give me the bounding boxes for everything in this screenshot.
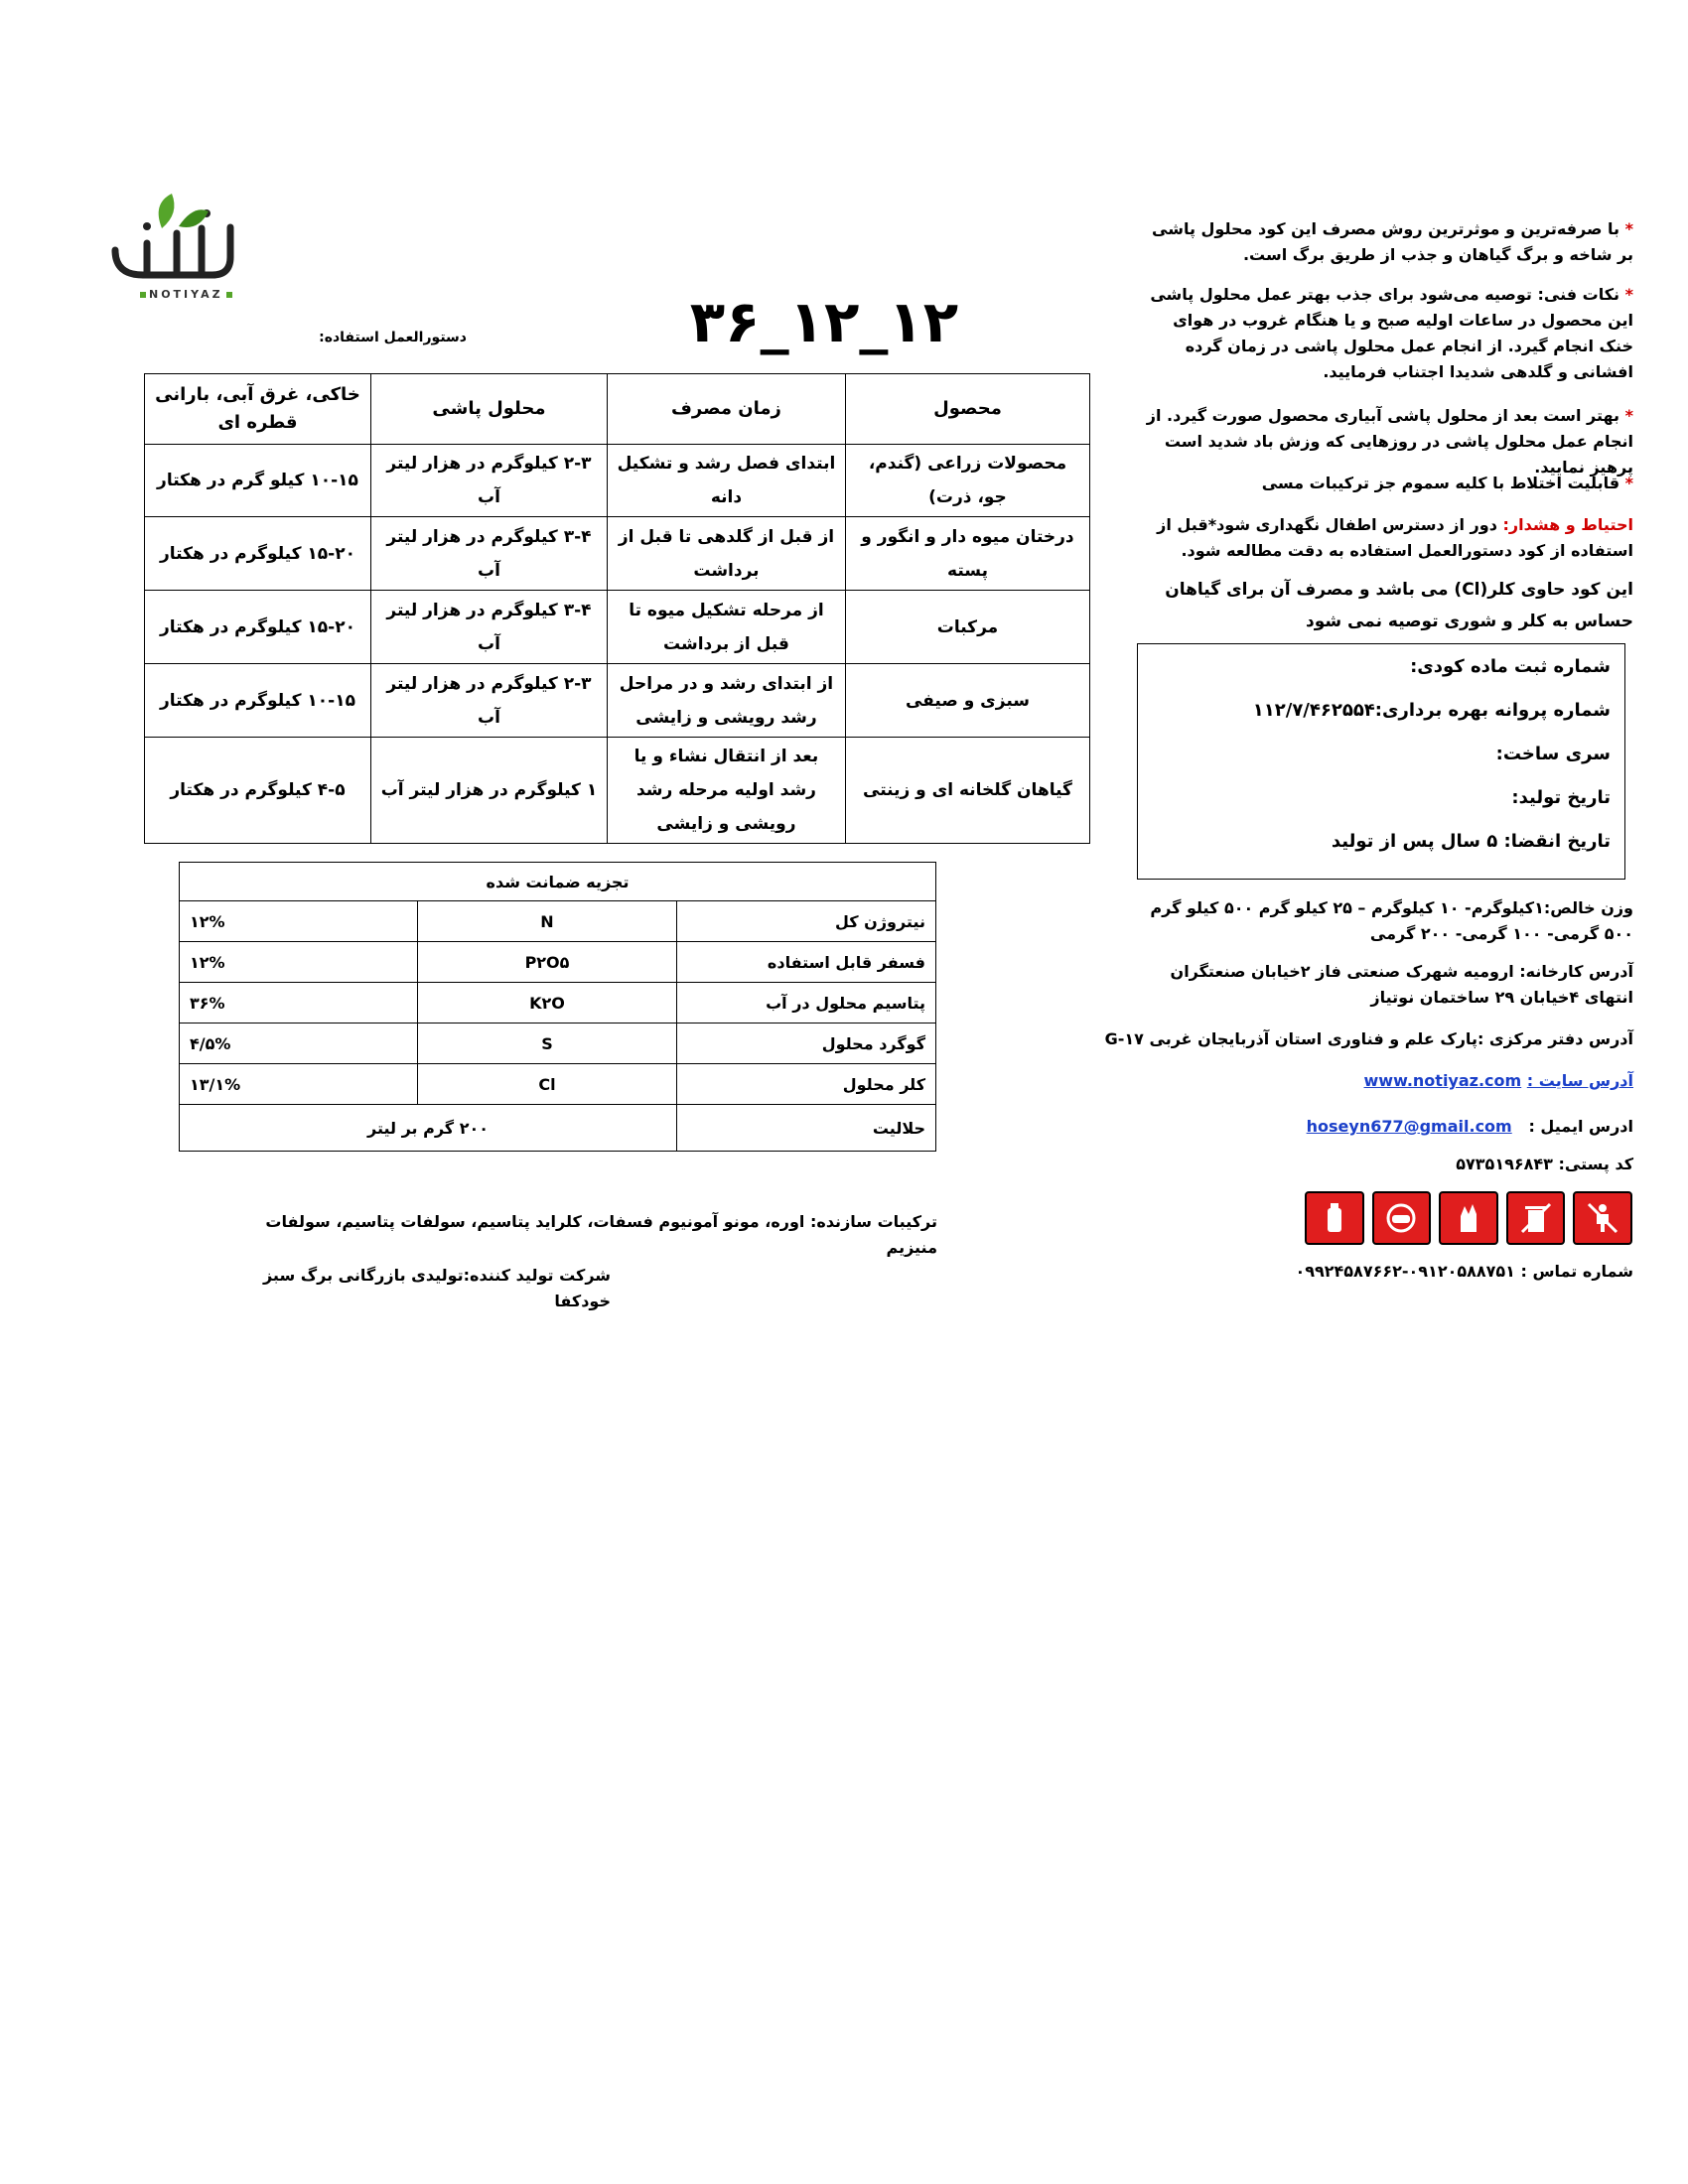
nutrient-value: ۱۳/۱% bbox=[180, 1064, 418, 1105]
cell-time: ابتدای فصل رشد و تشکیل دانه bbox=[607, 445, 845, 517]
batch-number: سری ساخت: bbox=[1495, 744, 1611, 764]
site-link[interactable]: www.notiyaz.com bbox=[1363, 1071, 1522, 1090]
email-link[interactable]: hoseyn677@gmail.com bbox=[1306, 1117, 1512, 1136]
nutrient-symbol: K۲O bbox=[418, 983, 677, 1024]
table-row bbox=[180, 1105, 936, 1152]
cell-time: از ابتدای رشد و در مراحل رشد رویشی و زایشی bbox=[607, 664, 845, 738]
note-1: * با صرفه‌ترین و موثرترین روش مصرف این کود محلول پاشی بر شاخه و برگ گیاهان و جذب از طریق برگ است. bbox=[1152, 219, 1633, 264]
logo bbox=[107, 189, 256, 308]
manufacturer: شرکت تولید کننده:تولیدی بازرگانی برگ سبز خودکفا bbox=[262, 1266, 611, 1310]
cell-time: از مرحله تشکیل میوه تا قبل از برداشت bbox=[607, 591, 845, 664]
cell-foliar: ۳-۴ کیلوگرم در هزار لیتر آب bbox=[370, 591, 607, 664]
material-reg: شماره ثبت ماده کودی: bbox=[1410, 656, 1611, 677]
cell-foliar: ۲-۳ کیلوگرم در هزار لیتر آب bbox=[370, 664, 607, 738]
usage-table-header bbox=[145, 374, 1090, 445]
nutrient-symbol: S bbox=[418, 1024, 677, 1064]
header-soil: خاکی، غرق آبی، بارانی قطره ای bbox=[145, 374, 371, 445]
header-foliar: محلول پاشی bbox=[370, 374, 607, 445]
keep-away-icon bbox=[1305, 1191, 1364, 1245]
product-title: ۱۲_۱۲_۳۶ bbox=[689, 288, 959, 355]
cell-foliar: ۱ کیلوگرم در هزار لیتر آب bbox=[370, 738, 607, 844]
nutrient-name: نیتروژن کل bbox=[677, 901, 936, 942]
cell-product: درختان میوه دار و انگور و پسته bbox=[845, 517, 1089, 591]
nutrient-value: ۴/۵% bbox=[180, 1024, 418, 1064]
registration-box bbox=[1137, 643, 1625, 880]
table-row bbox=[145, 517, 1090, 591]
cell-soil: ۱۰-۱۵ کیلو گرم در هکتار bbox=[145, 445, 371, 517]
cell-product: مرکبات bbox=[845, 591, 1089, 664]
gloves-icon bbox=[1439, 1191, 1498, 1245]
site-label: آدرس سایت : bbox=[1526, 1071, 1633, 1090]
factory-address: آدرس کارخانه: ارومیه شهرک صنعتی فاز ۲خیابان صنعتگران انتهای ۴خیابان ۲۹ ساختمان نوتیاز bbox=[1170, 962, 1633, 1007]
nutrient-name: پتاسیم محلول در آب bbox=[677, 983, 936, 1024]
table-row bbox=[145, 591, 1090, 664]
cell-product: گیاهان گلخانه ای و زینتی bbox=[845, 738, 1089, 844]
cell-time: از قبل از گلدهی تا قبل از برداشت bbox=[607, 517, 845, 591]
nutrient-name: فسفر قابل استفاده bbox=[677, 942, 936, 983]
cell-product: سبزی و صیفی bbox=[845, 664, 1089, 738]
note-technical: * نکات فنی: توصیه می‌شود برای جذب بهتر عمل محلول پاشی این محصول در ساعات اولیه صبح و یا هنگام غروب در هوای خنک انجام گیرد. از انجام عمل محلول پاشی در زمان گرده افشانی و گلدهی شدیدا اجتناب فرمایید. bbox=[1150, 285, 1633, 381]
chlorine-note: این کود حاوی کلر(Cl) می باشد و مصرف آن برای گیاهان حساس به کلر و شوری توصیه نمی شود bbox=[1165, 580, 1633, 631]
nutrient-value: ۱۲% bbox=[180, 901, 418, 942]
table-row bbox=[145, 738, 1090, 844]
logo-mark-icon bbox=[107, 189, 256, 288]
guaranteed-analysis-table bbox=[179, 862, 936, 1152]
cell-soil: ۴-۵ کیلوگرم در هکتار bbox=[145, 738, 371, 844]
cell-time: بعد از انتقال نشاء و یا رشد اولیه مرحله رشد رویشی و زایشی bbox=[607, 738, 845, 844]
cell-product: محصولات زراعی (گندم، جو، ذرت) bbox=[845, 445, 1089, 517]
header-product: محصول bbox=[845, 374, 1089, 445]
production-date: تاریخ تولید: bbox=[1511, 787, 1611, 808]
table-row bbox=[180, 942, 936, 983]
logo-brand-text: NOTIYAZ bbox=[149, 288, 223, 301]
nutrient-name: گوگرد محلول bbox=[677, 1024, 936, 1064]
table-row bbox=[180, 1064, 936, 1105]
mask-icon bbox=[1372, 1191, 1432, 1245]
nutrient-value: ۱۲% bbox=[180, 942, 418, 983]
cell-soil: ۱۰-۱۵ کیلوگرم در هکتار bbox=[145, 664, 371, 738]
no-children-icon bbox=[1573, 1191, 1632, 1245]
table-row bbox=[180, 1024, 936, 1064]
solubility-value: ۲۰۰ گرم بر لیتر bbox=[180, 1105, 677, 1152]
cell-foliar: ۲-۳ کیلوگرم در هزار لیتر آب bbox=[370, 445, 607, 517]
trash-icon bbox=[1506, 1191, 1566, 1245]
cell-soil: ۱۵-۲۰ کیلوگرم در هکتار bbox=[145, 517, 371, 591]
note-4: * قابلیت اختلاط با کلیه سموم جز ترکیبات مسی bbox=[1261, 474, 1633, 492]
expiry-date: تاریخ انقضا: ۵ سال پس از تولید bbox=[1331, 831, 1611, 852]
table-row bbox=[145, 664, 1090, 738]
safety-icons bbox=[1305, 1191, 1632, 1243]
table-row bbox=[180, 983, 936, 1024]
cell-foliar: ۳-۴ کیلوگرم در هزار لیتر آب bbox=[370, 517, 607, 591]
postal-code: کد پستی: ۵۷۳۵۱۹۶۸۴۳ bbox=[1456, 1155, 1633, 1173]
note-3: * بهتر است بعد از محلول پاشی آبیاری محصول صورت گیرد. از انجام عمل محلول پاشی در روزهایی که وزش باد شدید است پرهیز نمایید. bbox=[1146, 406, 1633, 477]
nutrient-symbol: P۲O۵ bbox=[418, 942, 677, 983]
usage-table bbox=[144, 373, 1090, 844]
site-row bbox=[1291, 1068, 1633, 1094]
nutrient-name: کلر محلول bbox=[677, 1064, 936, 1105]
office-address: آدرس دفتر مرکزی :پارک علم و فناوری استان آذربایجان غربی G-۱۷ bbox=[1104, 1029, 1633, 1048]
warning: احتیاط و هشدار: دور از دسترس اطفال نگهداری شود*قبل از استفاده از کود دستورالعمل استفاده به دقت مطالعه شود. bbox=[1157, 515, 1633, 560]
table-row bbox=[145, 445, 1090, 517]
usage-label: دستورالعمل استفاده: bbox=[319, 330, 467, 345]
table-row bbox=[180, 901, 936, 942]
net-weight: وزن خالص:۱کیلوگرم- ۱۰ کیلوگرم – ۲۵ کیلو گرم ۵۰۰ کیلو گرم ۵۰۰ گرمی- ۱۰۰ گرمی- ۲۰۰ گرمی bbox=[1150, 898, 1633, 943]
nutrient-value: ۳۶% bbox=[180, 983, 418, 1024]
nutrient-symbol: N bbox=[418, 901, 677, 942]
analysis-caption: تجزیه ضمانت شده bbox=[180, 863, 936, 901]
header-time: زمان مصرف bbox=[607, 374, 845, 445]
email-row bbox=[1291, 1114, 1633, 1140]
solubility-label: حلالیت bbox=[677, 1105, 936, 1152]
email-label: ادرس ایمیل : bbox=[1528, 1117, 1633, 1136]
phone-numbers: شماره تماس : ۰۹۱۲۰۵۸۸۷۵۱-۰۹۹۲۴۵۸۷۶۶۲ bbox=[1295, 1262, 1633, 1281]
warning-label: احتیاط و هشدار: bbox=[1502, 515, 1633, 534]
license-number: شماره پروانه بهره برداری:۱۱۲/۷/۴۶۲۵۵۴ bbox=[1252, 700, 1611, 721]
cell-soil: ۱۵-۲۰ کیلوگرم در هکتار bbox=[145, 591, 371, 664]
composition: ترکیبات سازنده: اوره، مونو آمونیوم فسفات، کلراید پتاسیم، سولفات پتاسیم، سولفات منیزیم bbox=[265, 1212, 937, 1257]
nutrient-symbol: Cl bbox=[418, 1064, 677, 1105]
